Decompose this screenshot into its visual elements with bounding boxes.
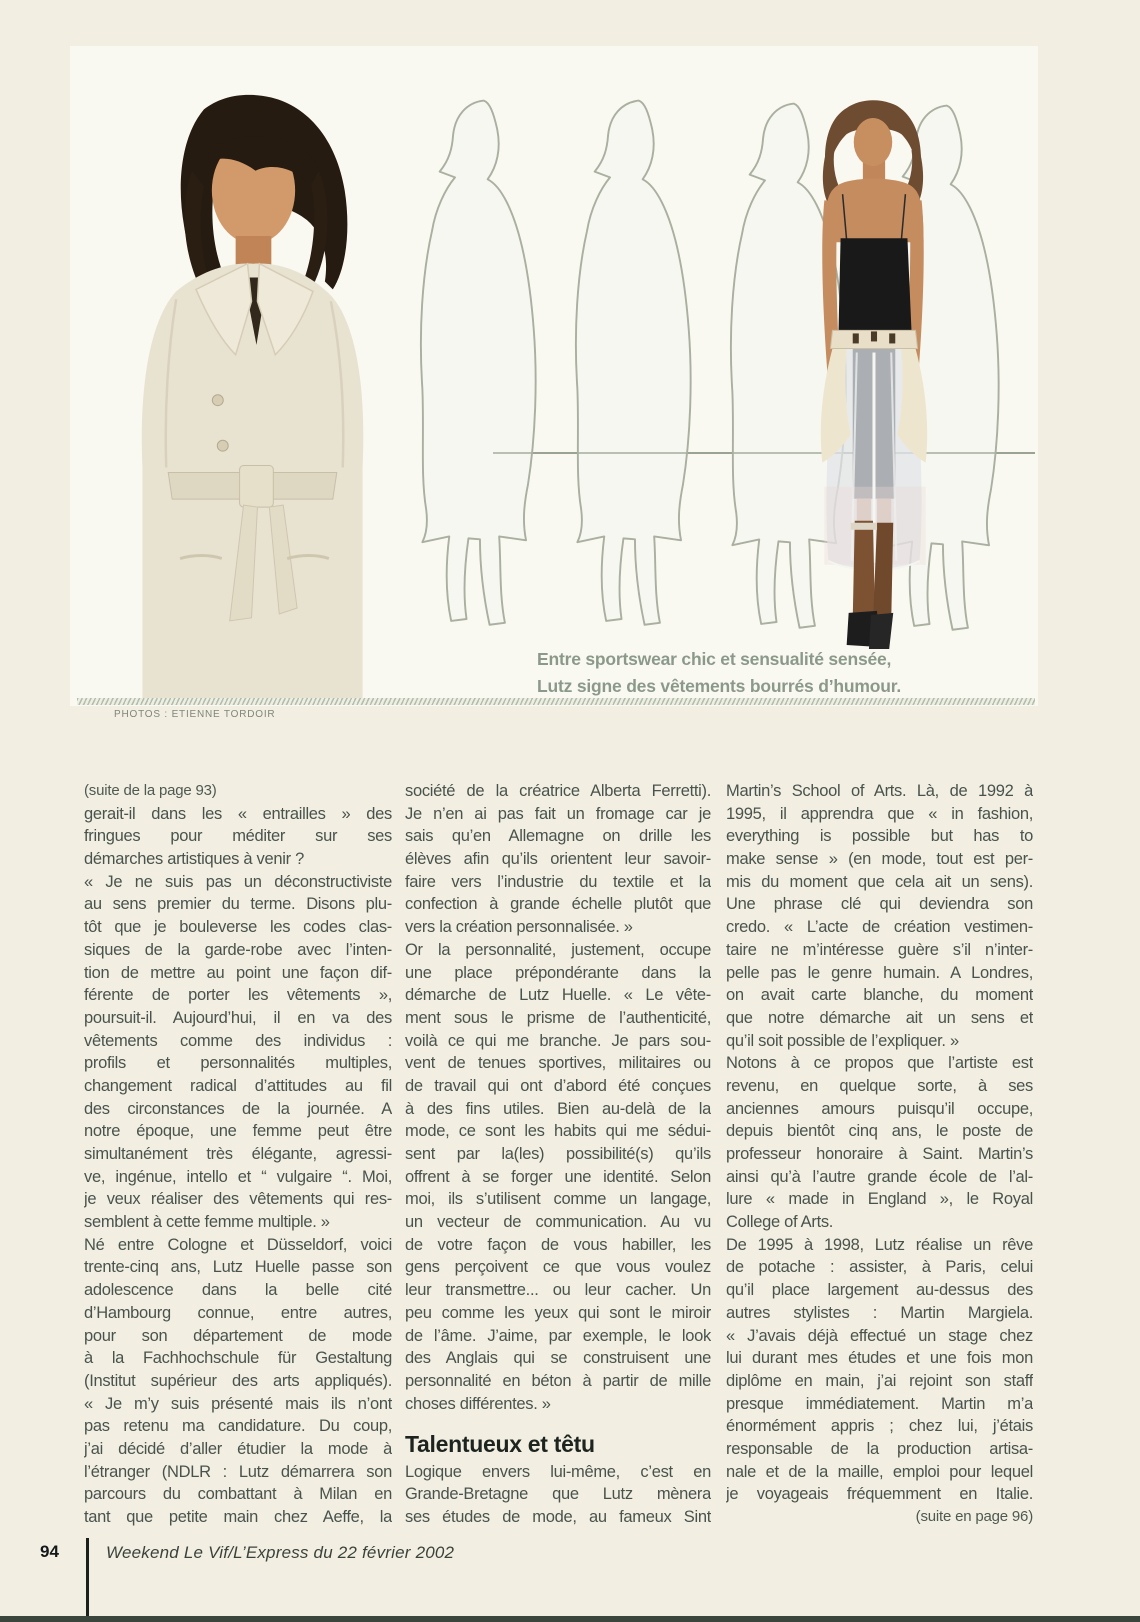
article-line: de l’âme. J’aime, par exemple, le look [405,1326,711,1345]
article-line: De 1995 à 1998, Lutz réalise un rêve [726,1235,1033,1254]
article-line: vers la création personnalisée. » [405,918,633,937]
article-line: depuis bientôt cinq ans, le poste de [726,1122,1033,1141]
article-line: vent de tenues sportives, militaires ou [405,1054,711,1073]
article-line: sent par la(les) possibilité(s) qu’ils [405,1145,711,1163]
footer-publication: Weekend Le Vif/L’Express du 22 février 2002 [106,1543,455,1562]
article-line: de votre façon de vous habiller, les [405,1235,711,1254]
article-line: ses études de mode, au fameux Sint [405,1508,711,1527]
photo-caption-line-2: Lutz signe des vêtements bourrés d’humour. [537,676,902,696]
article-line: fringues pour méditer sur ses [84,827,392,846]
article-line: l’étranger (NDLR : Lutz démarrera son [84,1462,392,1481]
article-line: lure « made in England », le Royal [726,1190,1033,1209]
article-line: taire ne m’intéresse guère s’il n’inter- [726,940,1033,959]
article-line: Or la personnalité, justement, occupe [405,940,711,959]
article-line: peu comme les yeux qui sont le miroir [405,1303,711,1322]
article-line: pelle pas le genre humain. A Londres, [726,963,1033,982]
article-line: des Anglais qui se construisent une [405,1349,711,1368]
article-line: férente de porter les vêtements », [84,986,392,1005]
photo-credit: PHOTOS : ETIENNE TORDOIR [114,709,276,720]
article-line: démarches artistiques à venir ? [84,850,304,869]
article-line: autres stylistes : Martin Margiela. [726,1303,1033,1322]
hatch-divider [77,698,1035,705]
article-line: qu’il soit possible de l’expliquer. » [726,1031,959,1050]
article-line: Né entre Cologne et Düsseldorf, voici [84,1235,392,1254]
article-line: je voyageais fréquemment en Italie. [726,1485,1033,1504]
article-line: pas retenu ma candidature. Du coup, [84,1417,392,1436]
article-line: à la Fachhochschule für Gestaltung [84,1349,392,1368]
article-line: « J’avais déjà effectué un stage chez [726,1326,1033,1345]
article-line: lui durant mes études et une fois mon [726,1349,1033,1368]
article-line: que notre démarche ait un sens et [726,1008,1033,1027]
page-number: 94 [40,1542,59,1561]
article-line: Une phrase clé qui deviendra son [726,895,1033,914]
article-line: leur transmettre... ou leur cacher. Un [405,1281,711,1300]
article-line: mis du moment que cela ait un sens). [726,872,1033,891]
footer-divider [86,1538,89,1622]
article-line: personnalité en béton à partir de mille [405,1371,711,1390]
article-line: changement radical d’attitudes au fil [84,1076,392,1095]
article-line: Logique envers lui-même, c’est en [405,1462,711,1481]
article-line: (Institut supérieur des arts appliqués). [84,1371,392,1390]
article-line: « Je ne suis pas un déconstructiviste [84,872,392,891]
article-line: société de la créatrice Alberta Ferretti). [405,782,711,800]
article-line: de potache : assister, à Paris, celui [726,1258,1033,1277]
article-line: une place prépondérante dans la [405,963,711,982]
article-line: Martin’s School of Arts. Là, de 1992 à [726,782,1033,800]
article-line: énormément appris ; chez lui, j’étais [726,1417,1033,1436]
article-column-2 [405,780,711,1529]
article-line: profils et personnalités multiples, [84,1054,392,1073]
article-line: qu’il place largement au-dessus des [726,1281,1033,1300]
article-line: revenu, en quelque sorte, à ses [726,1076,1033,1095]
article-line: Je n’en ai pas fait un fromage car je [405,804,711,823]
article-column-3 [726,780,1033,1529]
article-line: ainsi qu’à l’autre grande école de l’al- [726,1167,1033,1186]
article-line: poursuit-il. Aujourd’hui, il en va des [84,1008,392,1027]
article-line: moi, ils s’utilisent comme un langage, [405,1190,711,1209]
article-line: simultanément très élégante, agressi- [84,1145,392,1163]
article-line: trente-cinq ans, Lutz Huelle passe son [84,1258,392,1277]
continuation-note: (suite de la page 93) [84,782,217,799]
article-line: de travail qui ont d’abord été conçues [405,1076,711,1095]
article-line: on avait carte blanche, du moment [726,986,1033,1005]
article-line: adolescence dans la belle cité [84,1281,392,1300]
article-line: au sens premier du terme. Disons plu- [84,895,392,914]
article-line: faire vers l’industrie du textile et la [405,872,711,891]
article-line: responsable de la production artisa- [726,1439,1033,1458]
article-column-1 [84,780,392,1529]
article-line: tion de mettre au point une façon dif- [84,963,392,982]
article-line: 1995, il apprendra que « in fashion, [726,804,1033,823]
article-line: pour son département de mode [84,1326,392,1345]
article-line: gerait-il dans les « entrailles » des [84,804,392,823]
article-line: choses différentes. » [405,1394,551,1413]
article-line: College of Arts. [726,1213,834,1232]
article-line: parcours du combattant à Milan en [84,1485,392,1504]
article-line: Grande-Bretagne que Lutz mènera [405,1485,711,1504]
article-line: voilà ce qui me branche. Je pars sou- [405,1031,711,1050]
article-line: vêtements comme des individus : [84,1031,392,1050]
article-line: semblent à cette femme multiple. » [84,1213,330,1232]
photo-caption-line-1: Entre sportswear chic et sensualité sensée, [537,649,892,669]
article-line: à des fins utiles. Bien au-delà de la [405,1099,711,1118]
article-line: credo. « L’acte de création vestimen- [726,918,1033,937]
article-line: un vecteur de communication. Au vu [405,1213,711,1232]
runway-model-photo [796,90,952,656]
article-line: diplôme en main, j’ai rejoint son staff [726,1371,1033,1390]
article-line: tant que petite main chez Aeffe, la [84,1508,392,1526]
article-line: sais qu’en Allemagne on drille les [405,827,711,846]
article-line: anciennes amours puisqu’il occupe, [726,1099,1033,1118]
article-line: professeur honoraire à Saint. Martin’s [726,1145,1033,1163]
article-line: des circonstances de la journée. A [84,1099,392,1118]
left-model-photo [77,52,427,698]
page-bottom-edge [0,1616,1140,1622]
article-line: mode, ce sont les habits qui me sédui- [405,1122,711,1141]
article-line: nale et de la maille, emploi pour lequel [726,1462,1033,1481]
article-line: « Je m’y suis présenté mais ils n’ont [84,1394,392,1413]
photo-caption [537,646,901,700]
article-line: tôt que je bouleverse les codes clas- [84,918,392,937]
article-line: offrent à se forger une identité. Selon [405,1167,711,1186]
article-line: je veux réaliser des vêtements qui res- [84,1190,392,1209]
article-line: notre époque, une femme peut être [84,1122,392,1141]
article-line: d’Hambourg connue, entre autres, [84,1303,392,1322]
article-line: Notons à ce propos que l’artiste est [726,1054,1033,1073]
article-line: siques de la garde-robe avec l’inten- [84,940,392,959]
article-line: confection à grande échelle plutôt que [405,895,711,914]
article-line: ve, ingénue, intello et “ vulgaire “. Moi, [84,1167,392,1186]
article-line: make sense » (en mode, tout est per- [726,850,1033,869]
continuation-forward-note: (suite en page 96) [915,1508,1033,1525]
article-line: j’ai décidé d’aller étudier la mode à [84,1439,392,1458]
article-line: presque immédiatement. Martin m’a [726,1394,1033,1413]
section-subheading: Talentueux et têtu [405,1431,595,1458]
article-line: gens perçoivent ce que vous voulez [405,1258,711,1277]
article-line: démarche de Lutz Huelle. « Le vête- [405,986,711,1005]
article-line: everything is possible but has to [726,827,1033,846]
article-line: ment sous le prisme de l’authenticité, [405,1008,711,1027]
article-line: élèves afin qu’ils orientent leur savoir- [405,850,711,869]
